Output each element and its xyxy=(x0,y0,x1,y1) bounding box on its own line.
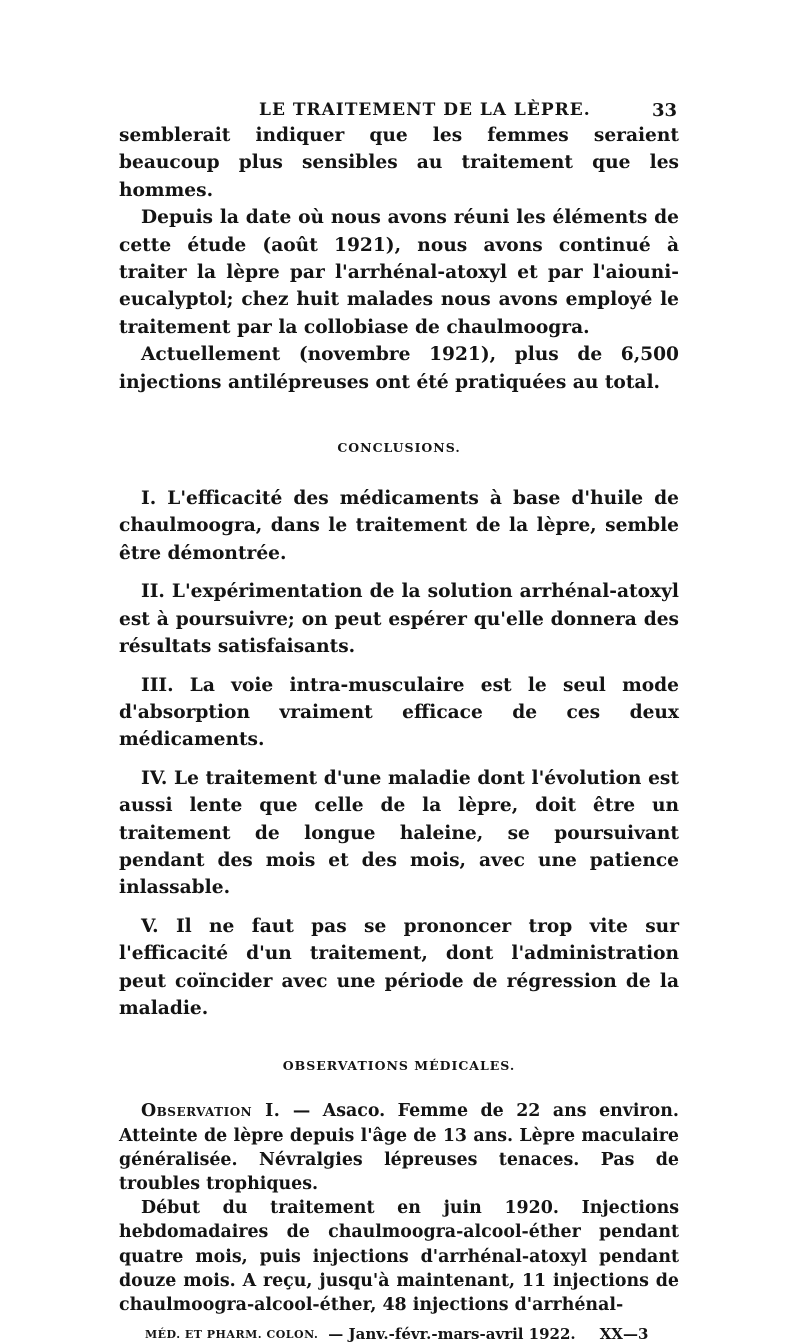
intro-paragraph-2: Depuis la date où nous avons réuni les éléments de cette étude (août 1921), nous avons continué à traiter la lèpre par l'arrhénal-atoxyl et par l'aiouni-eucalyptol; chez huit malades nous avons employé le traitement par la collobiase de chaulmoogra. xyxy=(119,207,679,338)
observations-heading: OBSERVATIONS MÉDICALES. xyxy=(282,1058,516,1074)
intro-paragraph-3: Actuellement (novembre 1921), plus de 6,500 injections antilépreuses ont été pratiquées au total. xyxy=(119,344,679,393)
intro-paragraph-1: semblerait indiquer que les femmes seraient beaucoup plus sensibles au traitement que les hommes. xyxy=(119,125,679,201)
observation-1-paragraph-2: Début du traitement en juin 1920. Injections hebdomadaires de chaulmoogra-alcool-éther pendant quatre mois, puis injections d'arrhénal-atoxyl pendant douze mois. A reçu, jusqu'à maintenant, 11 injections de chaulmoogra-alcool-éther, 48 injections d'arrhénal- xyxy=(119,1198,679,1315)
page xyxy=(119,92,679,1343)
observation-label: Observation I. xyxy=(141,1101,281,1122)
conclusion-item: V. Il ne faut pas se prononcer trop vite sur l'efficacité d'un traitement, dont l'administration peut coïncider avec une période de régression de la maladie. xyxy=(119,915,679,1019)
running-title: LE TRAITEMENT DE LA LÈPRE. xyxy=(259,100,591,120)
journal-name: MÉD. ET PHARM. COLON. xyxy=(145,1328,319,1342)
conclusion-item: I. L'efficacité des médicaments à base d'huile de chaulmoogra, dans le traitement de la lèpre, semble être démontrée. xyxy=(119,488,679,564)
page-number: 33 xyxy=(651,100,677,121)
conclusion-item: IV. Le traitement d'une maladie dont l'évolution est aussi lente que celle de la lèpre, doit être un traitement de longue haleine, se poursuivant pendant des mois et des mois, avec une patience inlassable. xyxy=(119,767,679,899)
conclusion-item: III. La voie intra-musculaire est le seul mode d'absorption vraiment efficace de ces deux médicaments. xyxy=(119,674,679,751)
page-header xyxy=(119,92,679,122)
page-footer xyxy=(119,1325,679,1343)
observation-1 xyxy=(119,1099,679,1196)
observation-text: — Asaco. Femme de 22 ans environ. Atteinte de lèpre depuis l'âge de 13 ans. Lèpre maculaire généralisée. Névralgies lépreuses tenaces. Pas de troubles trophiques. xyxy=(119,1101,679,1194)
printer-signature: XX—3 xyxy=(599,1325,649,1343)
conclusions-heading: CONCLUSIONS. xyxy=(337,440,461,456)
journal-issue: — Janv.-févr.-mars-avril 1922. xyxy=(328,1325,576,1343)
conclusion-item: II. L'expérimentation de la solution arrhénal-atoxyl est à poursuivre; on peut espérer qu'elle donnera des résultats satisfaisants. xyxy=(119,581,679,658)
